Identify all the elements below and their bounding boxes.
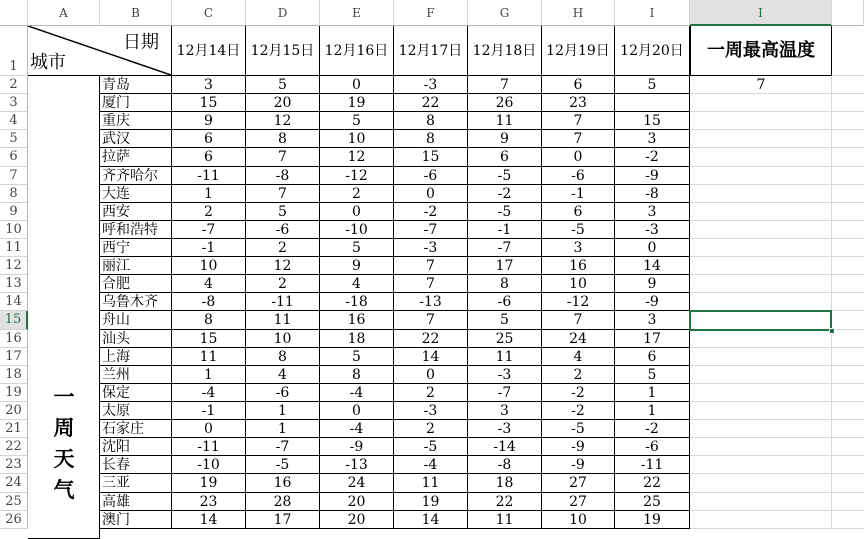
temperature-cell[interactable]: -3 [615,221,690,239]
temperature-cell[interactable]: -18 [320,293,394,311]
temperature-cell[interactable]: 3 [172,76,246,94]
temperature-cell[interactable]: -13 [394,293,468,311]
temperature-cell[interactable]: -9 [542,456,615,474]
temperature-cell[interactable]: -4 [320,384,394,402]
temperature-cell[interactable]: 11 [468,112,542,130]
city-cell[interactable]: 长春 [100,456,172,474]
temperature-cell[interactable]: 5 [246,203,320,221]
temperature-cell[interactable]: 3 [542,239,615,257]
temperature-cell[interactable]: 2 [246,239,320,257]
temperature-cell[interactable]: 5 [468,311,542,329]
temperature-cell[interactable]: 2 [246,275,320,293]
city-cell[interactable]: 丽江 [100,257,172,275]
city-cell[interactable]: 澳门 [100,511,172,529]
temperature-cell[interactable]: 23 [542,94,615,112]
temperature-cell[interactable]: 19 [394,493,468,511]
temperature-cell[interactable]: 1 [615,402,690,420]
temperature-cell[interactable]: 3 [468,402,542,420]
temperature-cell[interactable]: 6 [468,148,542,166]
temperature-cell[interactable]: -6 [246,221,320,239]
max-temp-cell[interactable] [690,148,832,166]
temperature-cell[interactable]: -12 [542,293,615,311]
row-header-22[interactable]: 22 [0,438,28,456]
row-header-21[interactable]: 21 [0,420,28,438]
temperature-cell[interactable]: -9 [320,438,394,456]
temperature-cell[interactable]: 14 [394,348,468,366]
temperature-cell[interactable]: 8 [394,112,468,130]
temperature-cell[interactable]: -2 [542,402,615,420]
temperature-cell[interactable]: -5 [542,420,615,438]
row-header-7[interactable]: 7 [0,167,28,185]
date-header[interactable]: 12月15日 [246,26,320,76]
temperature-cell[interactable]: -14 [468,438,542,456]
max-temp-cell[interactable] [690,203,832,221]
temperature-cell[interactable]: 4 [172,275,246,293]
select-all-corner[interactable] [0,0,28,26]
temperature-cell[interactable]: 15 [615,112,690,130]
side-label-char: 气 [53,477,75,502]
temperature-cell[interactable]: 9 [615,275,690,293]
temperature-cell[interactable]: 11 [468,511,542,529]
temperature-cell[interactable]: 7 [542,130,615,148]
temperature-cell[interactable]: 12 [246,112,320,130]
temperature-cell[interactable]: 22 [468,493,542,511]
side-label-char: 周 [53,415,75,440]
temperature-cell[interactable]: 27 [542,493,615,511]
temperature-cell[interactable]: 7 [394,257,468,275]
city-cell[interactable]: 西安 [100,203,172,221]
temperature-cell[interactable]: 10 [246,330,320,348]
temperature-cell[interactable]: 5 [615,366,690,384]
temperature-cell[interactable]: 8 [468,275,542,293]
temperature-cell[interactable]: 5 [320,239,394,257]
max-temp-cell[interactable] [690,167,832,185]
temperature-cell[interactable]: 3 [615,311,690,329]
temperature-cell[interactable]: 6 [172,130,246,148]
temperature-cell[interactable]: -4 [320,420,394,438]
city-cell[interactable]: 三亚 [100,474,172,492]
temperature-cell[interactable]: 0 [394,366,468,384]
city-cell[interactable]: 重庆 [100,112,172,130]
city-cell[interactable]: 合肥 [100,275,172,293]
temperature-cell[interactable]: 9 [320,257,394,275]
row-header-14[interactable]: 14 [0,293,28,311]
temperature-cell[interactable]: 10 [542,275,615,293]
temperature-cell[interactable]: 16 [246,474,320,492]
temperature-cell[interactable]: 1 [246,402,320,420]
city-cell[interactable]: 大连 [100,185,172,203]
temperature-cell[interactable]: 6 [542,76,615,94]
row-header-13[interactable]: 13 [0,275,28,293]
temperature-cell[interactable]: -12 [320,167,394,185]
temperature-cell[interactable]: 1 [172,366,246,384]
max-temp-header[interactable]: 一周最高温度 [690,26,832,76]
temperature-cell[interactable]: 2 [320,185,394,203]
temperature-cell[interactable]: -1 [172,402,246,420]
date-header[interactable]: 12月18日 [468,26,542,76]
row-header-24[interactable]: 24 [0,474,28,492]
date-header[interactable]: 12月19日 [542,26,615,76]
side-label-char: 天 [53,446,75,471]
temperature-cell[interactable]: -5 [468,167,542,185]
max-temp-cell[interactable] [690,239,832,257]
max-temp-cell[interactable] [690,420,832,438]
column-header-a[interactable]: A [28,0,100,26]
temperature-cell[interactable]: 24 [542,330,615,348]
temperature-cell[interactable]: 10 [320,130,394,148]
temperature-cell[interactable]: -8 [615,185,690,203]
temperature-cell[interactable]: 2 [394,384,468,402]
temperature-cell[interactable]: -1 [542,185,615,203]
max-temp-cell[interactable] [690,511,832,529]
temperature-cell[interactable]: 5 [320,112,394,130]
temperature-cell[interactable]: 8 [246,348,320,366]
temperature-cell[interactable]: 11 [468,348,542,366]
temperature-cell[interactable]: 8 [246,130,320,148]
date-header[interactable]: 12月14日 [172,26,246,76]
temperature-cell[interactable]: 5 [320,348,394,366]
temperature-cell[interactable]: -5 [542,221,615,239]
city-cell[interactable]: 西宁 [100,239,172,257]
temperature-cell[interactable]: 8 [320,366,394,384]
row-header-25[interactable]: 25 [0,493,28,511]
row-header-19[interactable]: 19 [0,384,28,402]
temperature-cell[interactable]: 23 [172,493,246,511]
temperature-cell[interactable]: -3 [468,420,542,438]
max-temp-cell[interactable] [690,275,832,293]
temperature-cell[interactable]: -7 [468,239,542,257]
temperature-cell[interactable]: 2 [172,203,246,221]
fill-handle[interactable] [829,328,835,334]
temperature-cell[interactable]: -3 [394,239,468,257]
temperature-cell[interactable]: -13 [320,456,394,474]
temperature-cell[interactable]: 5 [246,76,320,94]
temperature-cell[interactable]: 16 [320,311,394,329]
temperature-cell[interactable]: 7 [468,76,542,94]
temperature-cell[interactable]: 0 [320,402,394,420]
city-cell[interactable]: 呼和浩特 [100,221,172,239]
row-header-2[interactable]: 2 [0,76,28,94]
temperature-cell[interactable]: 8 [394,130,468,148]
temperature-cell[interactable]: 14 [615,257,690,275]
max-temp-cell[interactable] [690,257,832,275]
row-header-3[interactable]: 3 [0,94,28,112]
temperature-cell[interactable]: 15 [394,148,468,166]
active-cell-selection[interactable] [689,310,832,330]
temperature-cell[interactable]: -11 [172,438,246,456]
temperature-cell[interactable]: -4 [172,384,246,402]
temperature-cell[interactable]: -7 [246,438,320,456]
row-header-12[interactable]: 12 [0,257,28,275]
temperature-cell[interactable]: 20 [246,94,320,112]
column-header-e[interactable]: E [320,0,394,26]
temperature-cell[interactable]: -11 [615,456,690,474]
max-temp-cell[interactable] [690,402,832,420]
date-header[interactable]: 12月17日 [394,26,468,76]
temperature-cell[interactable]: 25 [468,330,542,348]
max-temp-cell[interactable] [690,474,832,492]
temperature-cell[interactable]: -6 [246,384,320,402]
city-cell[interactable]: 舟山 [100,311,172,329]
temperature-cell[interactable]: 20 [320,511,394,529]
date-header[interactable]: 12月20日 [615,26,690,76]
city-label: 城市 [30,52,66,73]
temperature-cell[interactable]: -5 [468,203,542,221]
column-header-f[interactable]: F [394,0,468,26]
temperature-cell[interactable] [615,94,690,112]
temperature-cell[interactable]: 7 [394,311,468,329]
temperature-cell[interactable]: -6 [615,438,690,456]
temperature-cell[interactable]: 6 [542,203,615,221]
max-temp-cell[interactable] [690,221,832,239]
side-label-char: 一 [53,384,75,409]
temperature-cell[interactable]: 9 [468,130,542,148]
temperature-cell[interactable]: 0 [615,239,690,257]
temperature-cell[interactable]: 22 [394,94,468,112]
row-header-10[interactable]: 10 [0,221,28,239]
temperature-cell[interactable]: -3 [468,366,542,384]
column-header-d[interactable]: D [246,0,320,26]
temperature-cell[interactable]: -4 [394,456,468,474]
temperature-cell[interactable]: -10 [172,456,246,474]
max-temp-cell[interactable] [690,94,832,112]
temperature-cell[interactable]: 2 [394,420,468,438]
row-header-17[interactable]: 17 [0,348,28,366]
temperature-cell[interactable]: 19 [172,474,246,492]
temperature-cell[interactable]: 11 [172,348,246,366]
row-header-18[interactable]: 18 [0,366,28,384]
row-header-26[interactable]: 26 [0,511,28,529]
temperature-cell[interactable]: 11 [394,474,468,492]
temperature-cell[interactable]: 19 [320,94,394,112]
city-cell[interactable]: 兰州 [100,366,172,384]
temperature-cell[interactable]: 14 [394,511,468,529]
city-cell[interactable]: 保定 [100,384,172,402]
temperature-cell[interactable]: 7 [246,185,320,203]
city-cell[interactable]: 武汉 [100,130,172,148]
temperature-cell[interactable]: 18 [320,330,394,348]
row-header-9[interactable]: 9 [0,203,28,221]
temperature-cell[interactable]: 22 [394,330,468,348]
temperature-cell[interactable]: 12 [320,148,394,166]
city-cell[interactable]: 上海 [100,348,172,366]
city-cell[interactable]: 乌鲁木齐 [100,293,172,311]
temperature-cell[interactable]: 6 [615,348,690,366]
temperature-cell[interactable]: 0 [394,185,468,203]
temperature-cell[interactable]: -2 [394,203,468,221]
max-temp-cell[interactable] [690,384,832,402]
city-cell[interactable]: 拉萨 [100,148,172,166]
city-cell[interactable]: 太原 [100,402,172,420]
temperature-cell[interactable]: 20 [320,493,394,511]
column-header-i[interactable]: I [615,0,690,26]
temperature-cell[interactable]: 3 [615,203,690,221]
column-header-h[interactable]: H [542,0,615,26]
max-temp-cell[interactable] [690,293,832,311]
temperature-cell[interactable]: -6 [394,167,468,185]
temperature-cell[interactable]: 0 [320,203,394,221]
max-temp-cell[interactable] [690,493,832,511]
row-header-6[interactable]: 6 [0,148,28,166]
temperature-cell[interactable]: 8 [172,311,246,329]
temperature-cell[interactable]: 4 [246,366,320,384]
temperature-cell[interactable]: -5 [394,438,468,456]
temperature-cell[interactable]: 26 [468,94,542,112]
row-header-8[interactable]: 8 [0,185,28,203]
temperature-cell[interactable]: 7 [246,148,320,166]
temperature-cell[interactable]: -7 [172,221,246,239]
temperature-cell[interactable]: 6 [172,148,246,166]
temperature-cell[interactable]: 10 [172,257,246,275]
row-header-4[interactable]: 4 [0,112,28,130]
temperature-cell[interactable]: -1 [468,221,542,239]
temperature-cell[interactable]: -9 [615,167,690,185]
column-header-i[interactable]: I [690,0,832,26]
city-cell[interactable]: 石家庄 [100,420,172,438]
row-header-16[interactable]: 16 [0,330,28,348]
temperature-cell[interactable]: -9 [542,438,615,456]
city-cell[interactable]: 青岛 [100,76,172,94]
temperature-cell[interactable]: -2 [615,148,690,166]
temperature-cell[interactable]: 2 [542,366,615,384]
temperature-cell[interactable]: -2 [542,384,615,402]
merged-side-label[interactable] [28,76,100,539]
row-header-11[interactable]: 11 [0,239,28,257]
city-cell[interactable]: 高雄 [100,493,172,511]
temperature-cell[interactable]: -6 [468,293,542,311]
temperature-cell[interactable]: 10 [542,511,615,529]
temperature-cell[interactable]: -2 [468,185,542,203]
temperature-cell[interactable]: -1 [172,239,246,257]
row-header-1[interactable]: 1 [0,26,28,76]
city-cell[interactable]: 齐齐哈尔 [100,167,172,185]
row-header-23[interactable]: 23 [0,456,28,474]
temperature-cell[interactable]: 4 [542,348,615,366]
temperature-cell[interactable]: 0 [172,420,246,438]
temperature-cell[interactable]: 5 [615,76,690,94]
max-temp-cell[interactable] [690,438,832,456]
temperature-cell[interactable]: 27 [542,474,615,492]
temperature-cell[interactable]: 9 [172,112,246,130]
temperature-cell[interactable]: 28 [246,493,320,511]
temperature-cell[interactable]: 22 [615,474,690,492]
temperature-cell[interactable]: -11 [246,293,320,311]
max-temp-cell[interactable] [690,185,832,203]
temperature-cell[interactable]: -3 [394,402,468,420]
max-temp-cell[interactable]: 7 [756,77,766,93]
temperature-cell[interactable]: 15 [172,94,246,112]
max-temp-cell[interactable] [690,112,832,130]
temperature-cell[interactable]: 1 [615,384,690,402]
temperature-cell[interactable]: -8 [172,293,246,311]
temperature-cell[interactable]: -8 [468,456,542,474]
temperature-cell[interactable]: 16 [542,257,615,275]
temperature-cell[interactable]: 3 [615,130,690,148]
temperature-cell[interactable]: 12 [246,257,320,275]
temperature-cell[interactable]: -7 [468,384,542,402]
temperature-cell[interactable]: -3 [394,76,468,94]
temperature-cell[interactable]: -6 [542,167,615,185]
column-header-b[interactable]: B [100,0,172,26]
city-cell[interactable]: 沈阳 [100,438,172,456]
temperature-cell[interactable]: 1 [246,420,320,438]
max-temp-cell[interactable] [690,366,832,384]
temperature-cell[interactable]: -7 [394,221,468,239]
temperature-cell[interactable]: 7 [394,275,468,293]
temperature-cell[interactable]: 7 [542,311,615,329]
city-cell[interactable]: 厦门 [100,94,172,112]
temperature-cell[interactable]: 18 [468,474,542,492]
temperature-cell[interactable]: 24 [320,474,394,492]
temperature-cell[interactable]: 14 [172,511,246,529]
row-header-5[interactable]: 5 [0,130,28,148]
temperature-cell[interactable]: 0 [542,148,615,166]
temperature-cell[interactable]: -9 [615,293,690,311]
temperature-cell[interactable]: -5 [246,456,320,474]
date-header[interactable]: 12月16日 [320,26,394,76]
row-header-15[interactable]: 15 [0,311,28,329]
temperature-cell[interactable]: 17 [468,257,542,275]
temperature-cell[interactable]: 1 [172,185,246,203]
date-label: 日期 [123,32,159,53]
max-temp-cell[interactable] [690,348,832,366]
temperature-cell[interactable]: 7 [542,112,615,130]
temperature-cell[interactable]: 19 [615,511,690,529]
temperature-cell[interactable]: -2 [615,420,690,438]
max-temp-cell[interactable] [690,330,832,348]
city-cell[interactable]: 汕头 [100,330,172,348]
temperature-cell[interactable]: -11 [172,167,246,185]
column-header-blank [832,0,864,26]
temperature-cell[interactable]: 25 [615,493,690,511]
column-header-c[interactable]: C [172,0,246,26]
date-city-diagonal-header [28,26,172,76]
temperature-cell[interactable]: 11 [246,311,320,329]
temperature-cell[interactable]: 0 [320,76,394,94]
temperature-cell[interactable]: 17 [615,330,690,348]
max-temp-cell[interactable] [690,456,832,474]
temperature-cell[interactable]: 15 [172,330,246,348]
temperature-cell[interactable]: -8 [246,167,320,185]
row-header-20[interactable]: 20 [0,402,28,420]
temperature-cell[interactable]: 17 [246,511,320,529]
temperature-cell[interactable]: 4 [320,275,394,293]
temperature-cell[interactable]: -10 [320,221,394,239]
max-temp-cell[interactable] [690,130,832,148]
column-header-g[interactable]: G [468,0,542,26]
